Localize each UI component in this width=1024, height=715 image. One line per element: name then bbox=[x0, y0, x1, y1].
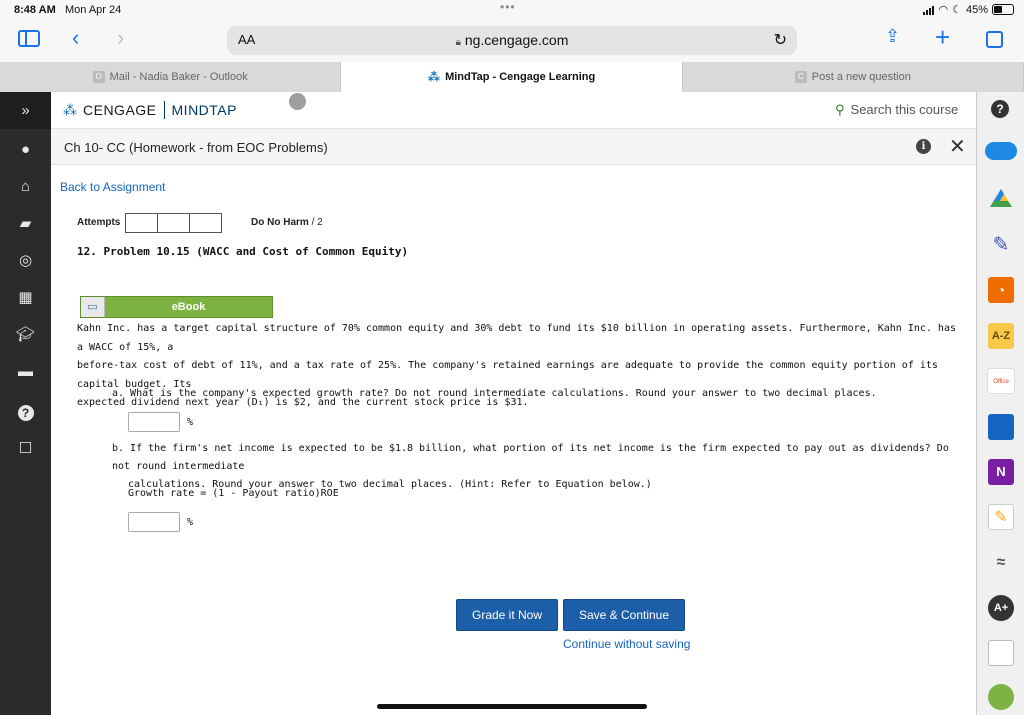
tab-outlook-label: Mail - Nadia Baker - Outlook bbox=[109, 71, 248, 83]
problem-title: 12. Problem 10.15 (WACC and Cost of Common Equity) bbox=[77, 245, 409, 258]
office-label: Office bbox=[993, 379, 1009, 385]
ebook-button[interactable] bbox=[80, 296, 273, 318]
status-bar bbox=[0, 0, 1024, 22]
url-text bbox=[227, 32, 797, 48]
brand-mindtap: MINDTAP bbox=[171, 102, 237, 118]
help-circle-icon[interactable]: ? bbox=[0, 394, 51, 431]
ebook-icon: ▭ bbox=[81, 297, 105, 317]
grade-it-now-button[interactable]: Grade it Now bbox=[456, 599, 558, 631]
answer-b-unit: % bbox=[187, 517, 194, 528]
rss-feed-icon[interactable]: ◔ bbox=[988, 277, 1014, 303]
activity-title-bar bbox=[51, 129, 976, 165]
reload-icon[interactable]: ↻ bbox=[773, 32, 787, 49]
sidebar-toggle-icon[interactable] bbox=[18, 30, 40, 47]
right-app-dock bbox=[976, 92, 1024, 715]
notebook-icon[interactable]: ▰ bbox=[19, 215, 32, 232]
status-date: Mon Apr 24 bbox=[65, 4, 122, 16]
back-to-assignment-link[interactable]: Back to Assignment bbox=[60, 180, 166, 194]
status-indicators bbox=[923, 3, 1014, 16]
aplus-label: A+ bbox=[993, 602, 1009, 614]
mindtap-favicon-icon: ⁂ bbox=[427, 70, 441, 84]
wifi-icon: ◠ bbox=[938, 4, 949, 16]
brand-cengage: CENGAGE bbox=[83, 102, 157, 118]
ebook-label: eBook bbox=[171, 301, 206, 313]
read-aloud-icon[interactable]: ≈ bbox=[996, 554, 1006, 571]
activity-title: Ch 10- CC (Homework - from EOC Problems) bbox=[64, 140, 328, 155]
answer-b-input[interactable] bbox=[128, 512, 180, 532]
chegg-favicon-icon: C bbox=[795, 71, 807, 83]
answer-a-unit: % bbox=[187, 417, 194, 428]
cellular-signal-icon bbox=[923, 5, 934, 15]
problem-statement-line: Kahn Inc. has a target capital structure of 70% common equity and 30% debt to fund its $10 billion in operating assets. Furthermore, Kahn Inc. has a WACC of 15%, a bbox=[77, 323, 956, 353]
tab-mindtap-label: MindTap - Cengage Learning bbox=[445, 71, 596, 83]
attempt-box-1 bbox=[125, 213, 158, 233]
glossary-az-label: A-Z bbox=[991, 330, 1011, 342]
cengage-logo-icon: ⁂ bbox=[63, 101, 77, 118]
office-icon[interactable] bbox=[987, 368, 1015, 394]
text-size-button[interactable]: AA bbox=[238, 32, 256, 47]
course-search[interactable] bbox=[835, 102, 958, 118]
onedrive-icon[interactable] bbox=[985, 142, 1017, 160]
address-bar[interactable] bbox=[227, 26, 797, 55]
onenote-label: N bbox=[996, 464, 1006, 479]
notes-icon[interactable]: ✎ bbox=[988, 504, 1014, 530]
info-icon[interactable]: i bbox=[916, 139, 931, 154]
do-no-harm bbox=[251, 217, 323, 228]
battery-percent: 45% bbox=[965, 3, 988, 16]
back-arrow-icon[interactable]: ‹ bbox=[72, 25, 80, 50]
feedback-icon[interactable]: ☐ bbox=[18, 440, 33, 457]
answer-a-input[interactable] bbox=[128, 412, 180, 432]
pencil-tool-icon[interactable]: ✎ bbox=[992, 234, 1010, 256]
tab-post-question[interactable] bbox=[683, 62, 1024, 92]
close-icon[interactable]: ✕ bbox=[949, 136, 966, 158]
do-no-harm-score: / 2 bbox=[311, 217, 323, 228]
new-tab-icon[interactable]: + bbox=[935, 22, 951, 52]
question-b-line: b. If the firm's net income is expected to be $1.8 billion, what portion of its net income is the firm expected to pay out as dividends? Do not round intermediate bbox=[112, 443, 949, 472]
lock-icon: 🔒︎ bbox=[455, 37, 461, 48]
glossary-az-icon[interactable] bbox=[988, 323, 1014, 349]
problem-statement-line: expected dividend next year (D₁) is $2, and the current stock price is $31. bbox=[77, 397, 529, 408]
continue-without-saving-link[interactable]: Continue without saving bbox=[563, 637, 691, 651]
tab-outlook[interactable] bbox=[0, 62, 341, 92]
help-button[interactable]: ? bbox=[991, 100, 1009, 118]
tabs-overview-icon[interactable] bbox=[986, 31, 1003, 48]
brand-divider bbox=[164, 101, 165, 119]
search-icon: ⚲ bbox=[835, 102, 845, 117]
outlook-favicon-icon: O bbox=[93, 71, 105, 83]
expand-sidebar-icon[interactable]: » bbox=[0, 92, 51, 129]
attempts-label: Attempts bbox=[77, 217, 121, 228]
share-icon[interactable]: ⇪ bbox=[885, 26, 901, 46]
problem-statement-line: before-tax cost of debt of 11%, and a tax rate of 25%. The company's retained earnings are adequate to provide the common equity portion of its capital budget. Its bbox=[77, 360, 938, 390]
home-indicator[interactable] bbox=[377, 704, 647, 709]
left-sidebar bbox=[0, 92, 51, 715]
attempt-box-2 bbox=[157, 213, 190, 233]
status-time: 8:48 AM bbox=[14, 4, 56, 16]
forward-arrow-icon[interactable]: › bbox=[117, 25, 125, 50]
question-b-line: calculations. Round your answer to two decimal places. (Hint: Refer to Equation below.) bbox=[128, 479, 652, 490]
save-and-continue-button[interactable]: Save & Continue bbox=[563, 599, 685, 631]
cengage-mindtap-logo[interactable] bbox=[63, 101, 237, 119]
profile-icon[interactable]: ● bbox=[20, 141, 31, 158]
url-value: ng.cengage.com bbox=[464, 32, 569, 48]
browser-tabs bbox=[0, 62, 1024, 92]
question-a: a. What is the company's expected growth rate? Do not round intermediate calculations. Round your answer to two decimal places. bbox=[112, 388, 877, 399]
home-icon[interactable]: ⌂ bbox=[20, 178, 31, 195]
multitask-dots-icon[interactable]: ••• bbox=[500, 0, 516, 14]
compass-icon[interactable]: ◎ bbox=[18, 252, 33, 269]
browser-toolbar bbox=[0, 22, 1024, 62]
assignment-content bbox=[51, 165, 976, 715]
search-placeholder: Search this course bbox=[850, 102, 959, 117]
growth-rate-equation: Growth rate = (1 - Payout ratio)ROE bbox=[128, 488, 339, 499]
circle-app-icon[interactable] bbox=[988, 684, 1014, 710]
document-icon[interactable] bbox=[988, 640, 1014, 666]
onenote-icon[interactable] bbox=[988, 459, 1014, 485]
moon-icon: ☾ bbox=[952, 4, 962, 16]
briefcase-icon[interactable]: ▬ bbox=[18, 363, 33, 380]
battery-icon bbox=[992, 4, 1014, 15]
graduation-cap-icon[interactable]: 🎓︎ bbox=[15, 326, 36, 343]
notebook-app-icon[interactable] bbox=[988, 414, 1014, 440]
do-no-harm-label: Do No Harm bbox=[251, 217, 309, 228]
attempt-box-3 bbox=[189, 213, 222, 233]
app-header bbox=[51, 92, 976, 129]
tab-post-question-label: Post a new question bbox=[811, 71, 911, 83]
google-drive-icon[interactable] bbox=[988, 187, 1014, 213]
touch-indicator bbox=[289, 93, 306, 110]
book-icon[interactable]: ▦ bbox=[18, 289, 33, 306]
aplus-icon[interactable] bbox=[988, 595, 1014, 621]
tab-mindtap[interactable] bbox=[341, 62, 682, 92]
